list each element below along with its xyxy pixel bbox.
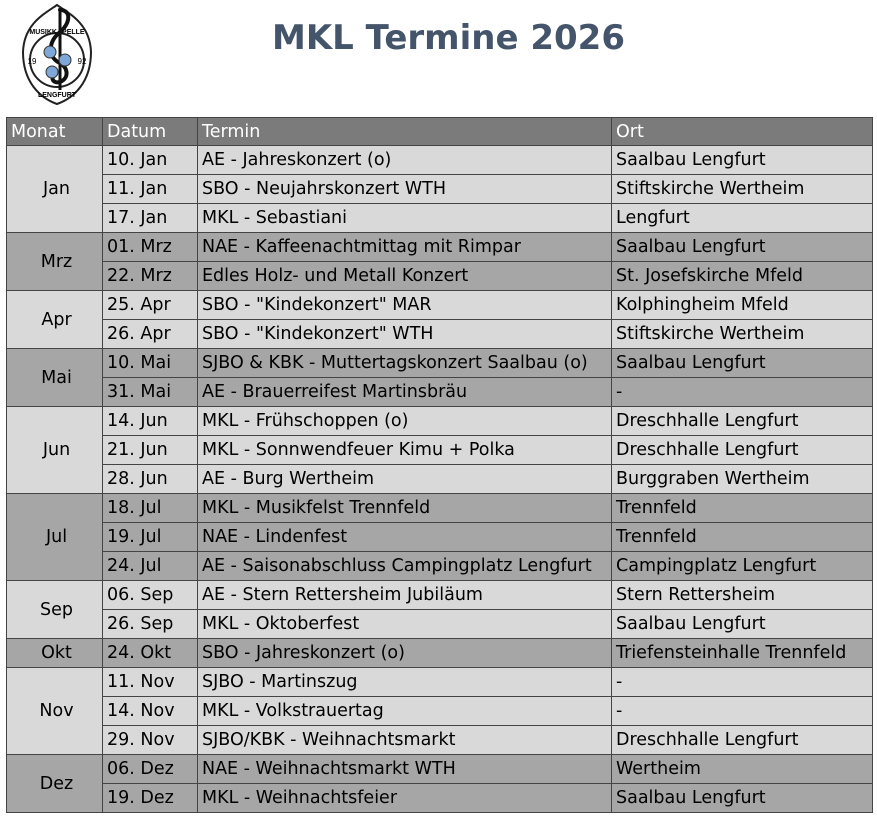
date-cell: 10. Jan bbox=[103, 146, 198, 175]
date-cell: 14. Jun bbox=[103, 407, 198, 436]
place-cell: St. Josefskirche Mfeld bbox=[612, 262, 873, 291]
date-cell: 22. Mrz bbox=[103, 262, 198, 291]
month-cell: Sep bbox=[7, 581, 103, 639]
header-ort: Ort bbox=[612, 118, 873, 146]
date-cell: 18. Jul bbox=[103, 494, 198, 523]
date-cell: 25. Apr bbox=[103, 291, 198, 320]
month-cell: Okt bbox=[7, 639, 103, 668]
date-cell: 19. Jul bbox=[103, 523, 198, 552]
date-cell: 24. Jul bbox=[103, 552, 198, 581]
table-row bbox=[7, 233, 873, 262]
month-cell: Jan bbox=[7, 146, 103, 233]
table-row bbox=[7, 755, 873, 784]
table-row bbox=[7, 436, 873, 465]
place-cell: - bbox=[612, 697, 873, 726]
place-cell: Triefensteinhalle Trennfeld bbox=[612, 639, 873, 668]
date-cell: 31. Mai bbox=[103, 378, 198, 407]
date-cell: 29. Nov bbox=[103, 726, 198, 755]
event-cell: SJBO & KBK - Muttertagskonzert Saalbau (o) bbox=[198, 349, 612, 378]
date-cell: 24. Okt bbox=[103, 639, 198, 668]
place-cell: Saalbau Lengfurt bbox=[612, 349, 873, 378]
event-cell: AE - Jahreskonzert (o) bbox=[198, 146, 612, 175]
place-cell: - bbox=[612, 668, 873, 697]
place-cell: Wertheim bbox=[612, 755, 873, 784]
place-cell: Burggraben Wertheim bbox=[612, 465, 873, 494]
table-row bbox=[7, 581, 873, 610]
table-row bbox=[7, 494, 873, 523]
place-cell: Saalbau Lengfurt bbox=[612, 610, 873, 639]
event-cell: MKL - Frühschoppen (o) bbox=[198, 407, 612, 436]
table-row bbox=[7, 552, 873, 581]
table-row bbox=[7, 784, 873, 813]
table-body bbox=[7, 146, 873, 813]
table-row bbox=[7, 668, 873, 697]
date-cell: 11. Nov bbox=[103, 668, 198, 697]
date-cell: 26. Apr bbox=[103, 320, 198, 349]
event-cell: SBO - "Kindekonzert" MAR bbox=[198, 291, 612, 320]
month-cell: Jul bbox=[7, 494, 103, 581]
place-cell: Dreschhalle Lengfurt bbox=[612, 726, 873, 755]
event-cell: MKL - Musikfelst Trennfeld bbox=[198, 494, 612, 523]
date-cell: 19. Dez bbox=[103, 784, 198, 813]
header-termin: Termin bbox=[198, 118, 612, 146]
event-cell: SBO - Jahreskonzert (o) bbox=[198, 639, 612, 668]
place-cell: Campingplatz Lengfurt bbox=[612, 552, 873, 581]
date-cell: 06. Dez bbox=[103, 755, 198, 784]
date-cell: 21. Jun bbox=[103, 436, 198, 465]
place-cell: Dreschhalle Lengfurt bbox=[612, 436, 873, 465]
table-row bbox=[7, 697, 873, 726]
event-cell: MKL - Sonnwendfeuer Kimu + Polka bbox=[198, 436, 612, 465]
event-cell: Edles Holz- und Metall Konzert bbox=[198, 262, 612, 291]
place-cell: Lengfurt bbox=[612, 204, 873, 233]
event-cell: NAE - Kaffeenachtmittag mit Rimpar bbox=[198, 233, 612, 262]
date-cell: 26. Sep bbox=[103, 610, 198, 639]
place-cell: Stiftskirche Wertheim bbox=[612, 320, 873, 349]
date-cell: 14. Nov bbox=[103, 697, 198, 726]
event-cell: SBO - Neujahrskonzert WTH bbox=[198, 175, 612, 204]
date-cell: 06. Sep bbox=[103, 581, 198, 610]
table-row bbox=[7, 146, 873, 175]
event-cell: SJBO - Martinszug bbox=[198, 668, 612, 697]
event-cell: AE - Stern Rettersheim Jubiläum bbox=[198, 581, 612, 610]
month-cell: Mrz bbox=[7, 233, 103, 291]
header-monat: Monat bbox=[7, 118, 103, 146]
table-row bbox=[7, 378, 873, 407]
month-cell: Dez bbox=[7, 755, 103, 813]
month-cell: Jun bbox=[7, 407, 103, 494]
place-cell: Saalbau Lengfurt bbox=[612, 233, 873, 262]
logo-bottom-text: LENGFURT bbox=[37, 92, 77, 99]
table-row bbox=[7, 204, 873, 233]
table-row bbox=[7, 407, 873, 436]
table-row bbox=[7, 610, 873, 639]
logo-top-text: MUSIKKAPELLE bbox=[29, 29, 85, 36]
month-cell: Apr bbox=[7, 291, 103, 349]
logo-year-left: 19 bbox=[27, 57, 37, 66]
date-cell: 11. Jan bbox=[103, 175, 198, 204]
event-cell: NAE - Lindenfest bbox=[198, 523, 612, 552]
event-cell: SBO - "Kindekonzert" WTH bbox=[198, 320, 612, 349]
table-row bbox=[7, 465, 873, 494]
header-datum: Datum bbox=[103, 118, 198, 146]
table-row bbox=[7, 291, 873, 320]
table-row bbox=[7, 726, 873, 755]
date-cell: 28. Jun bbox=[103, 465, 198, 494]
table-row bbox=[7, 349, 873, 378]
date-cell: 10. Mai bbox=[103, 349, 198, 378]
page-title: MKL Termine 2026 bbox=[272, 18, 625, 58]
place-cell: Saalbau Lengfurt bbox=[612, 784, 873, 813]
logo-year-right: 92 bbox=[77, 57, 87, 66]
place-cell: Trennfeld bbox=[612, 523, 873, 552]
date-cell: 17. Jan bbox=[103, 204, 198, 233]
place-cell: Kolphingheim Mfeld bbox=[612, 291, 873, 320]
event-cell: AE - Saisonabschluss Campingplatz Lengfurt bbox=[198, 552, 612, 581]
place-cell: Saalbau Lengfurt bbox=[612, 146, 873, 175]
event-cell: MKL - Weihnachtsfeier bbox=[198, 784, 612, 813]
table-header-row bbox=[7, 118, 873, 146]
event-cell: AE - Brauerreifest Martinsbräu bbox=[198, 378, 612, 407]
table-row bbox=[7, 262, 873, 291]
date-cell: 01. Mrz bbox=[103, 233, 198, 262]
event-cell: SJBO/KBK - Weihnachtsmarkt bbox=[198, 726, 612, 755]
place-cell: Stiftskirche Wertheim bbox=[612, 175, 873, 204]
place-cell: Trennfeld bbox=[612, 494, 873, 523]
table-row bbox=[7, 523, 873, 552]
event-cell: NAE - Weihnachtsmarkt WTH bbox=[198, 755, 612, 784]
place-cell: Stern Rettersheim bbox=[612, 581, 873, 610]
month-cell: Nov bbox=[7, 668, 103, 755]
event-cell: AE - Burg Wertheim bbox=[198, 465, 612, 494]
table-row bbox=[7, 320, 873, 349]
schedule-table bbox=[6, 117, 873, 813]
month-cell: Mai bbox=[7, 349, 103, 407]
table-row bbox=[7, 175, 873, 204]
event-cell: MKL - Oktoberfest bbox=[198, 610, 612, 639]
table-row bbox=[7, 639, 873, 668]
event-cell: MKL - Volkstrauertag bbox=[198, 697, 612, 726]
event-cell: MKL - Sebastiani bbox=[198, 204, 612, 233]
place-cell: Dreschhalle Lengfurt bbox=[612, 407, 873, 436]
place-cell: - bbox=[612, 378, 873, 407]
